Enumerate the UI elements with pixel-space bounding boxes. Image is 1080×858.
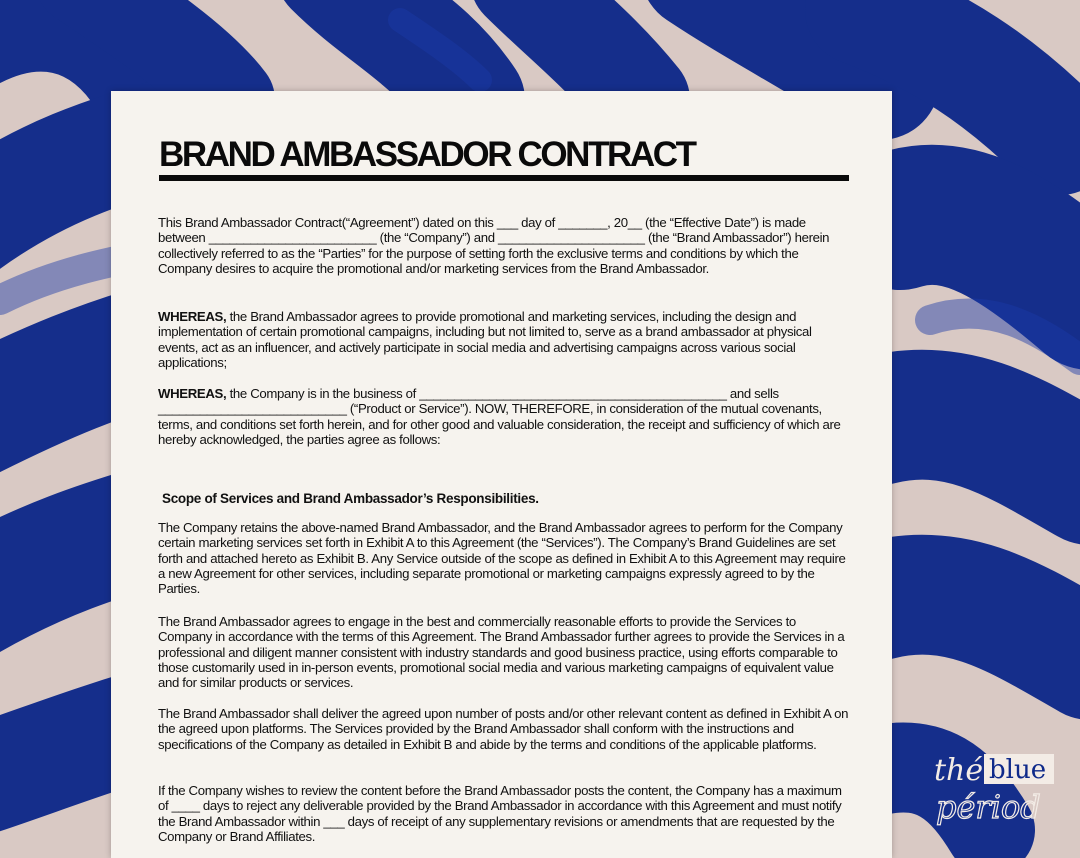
whereas-lead-1: WHEREAS,: [158, 309, 227, 324]
intro-paragraph: This Brand Ambassador Contract(“Agreement”) dated on this ___ day of _______, 20__ (the “Effective Date”) is made between ________________________ (the “Company”) and _____________________ (the “Brand Ambassador”) herein collectively referred to as the “Parties” for the purpose of setting forth the exclusive terms and conditions by which the Company desires to acquire the promotional and/or marketing services from the Brand Ambassador.: [158, 215, 830, 276]
scope-paragraph-1: The Company retains the above-named Brand Ambassador, and the Brand Ambassador agrees to perform for the Company certain marketing services set forth in Exhibit A to this Agreement (the “Services”). The Company’s Brand Guidelines are set forth and attached hereto as Exhibit B. Any Service outside of the scope as defined in Exhibit A to this Agreement may require a new Agreement for other services, including separate promotional or marketing campaigns expressly agreed to by the Parties.: [158, 520, 846, 597]
whereas-paragraph-2: [158, 386, 850, 447]
whereas-paragraph-1: [158, 309, 850, 370]
whereas-text-2: the Company is in the business of ____________________________________________ and sells ___________________________ (“Product or Service”). NOW, THEREFORE, in consideration of the mutual covenants, terms, and conditions set forth herein, and for other good and valuable consideration, the receipt and sufficiency of which are hereby acknowledged, the parties agree as follows:: [158, 386, 841, 447]
document-title: BRAND AMBASSADOR CONTRACT: [159, 135, 695, 174]
logo-word-the: thé: [934, 753, 984, 788]
whereas-lead-2: WHEREAS,: [158, 386, 227, 401]
section-heading: Scope of Services and Brand Ambassador’s Responsibilities.: [162, 491, 539, 506]
contract-page: [111, 91, 892, 858]
logo-word-period: périod: [936, 788, 1041, 826]
scope-paragraph-4: If the Company wishes to review the content before the Brand Ambassador posts the content, the Company has a maximum of ____ days to reject any deliverable provided by the Brand Ambassador in accordance with this Agreement and must notify the Brand Ambassador within ___ days of receipt of any supplementary revisions or amendments that are requested by the Company or Brand Affiliates.: [158, 783, 842, 844]
logo-word-blue: blue: [989, 755, 1047, 785]
scope-paragraph-3: The Brand Ambassador shall deliver the agreed upon number of posts and/or other relevant content as defined in Exhibit A on the agreed upon platforms. The Services provided by the Brand Ambassador shall conform with the instructions and specifications of the Company as detailed in Exhibit B and abide by the terms and conditions of the applicable platforms.: [158, 706, 849, 752]
scope-paragraph-2: The Brand Ambassador agrees to engage in the best and commercially reasonable efforts to provide the Services to Company in accordance with the terms of this Agreement. The Brand Ambassador further agrees to provide the Services in a professional and diligent manner consistent with industry standards and good business practice, using efforts comparable to those customarily used in in-person events, promotional social media and various marketing campaigns of equivalent value and for similar products or services.: [158, 614, 845, 691]
whereas-text-1: the Brand Ambassador agrees to provide promotional and marketing services, including the design and implementation of certain promotional campaigns, including but not limited to, serve as a brand ambassador at physical events, act as an influencer, and actively participate in social media and advertising campaigns across various social applications;: [158, 309, 812, 370]
the-blue-period-logo: [928, 740, 1068, 840]
title-underline: [159, 175, 849, 181]
